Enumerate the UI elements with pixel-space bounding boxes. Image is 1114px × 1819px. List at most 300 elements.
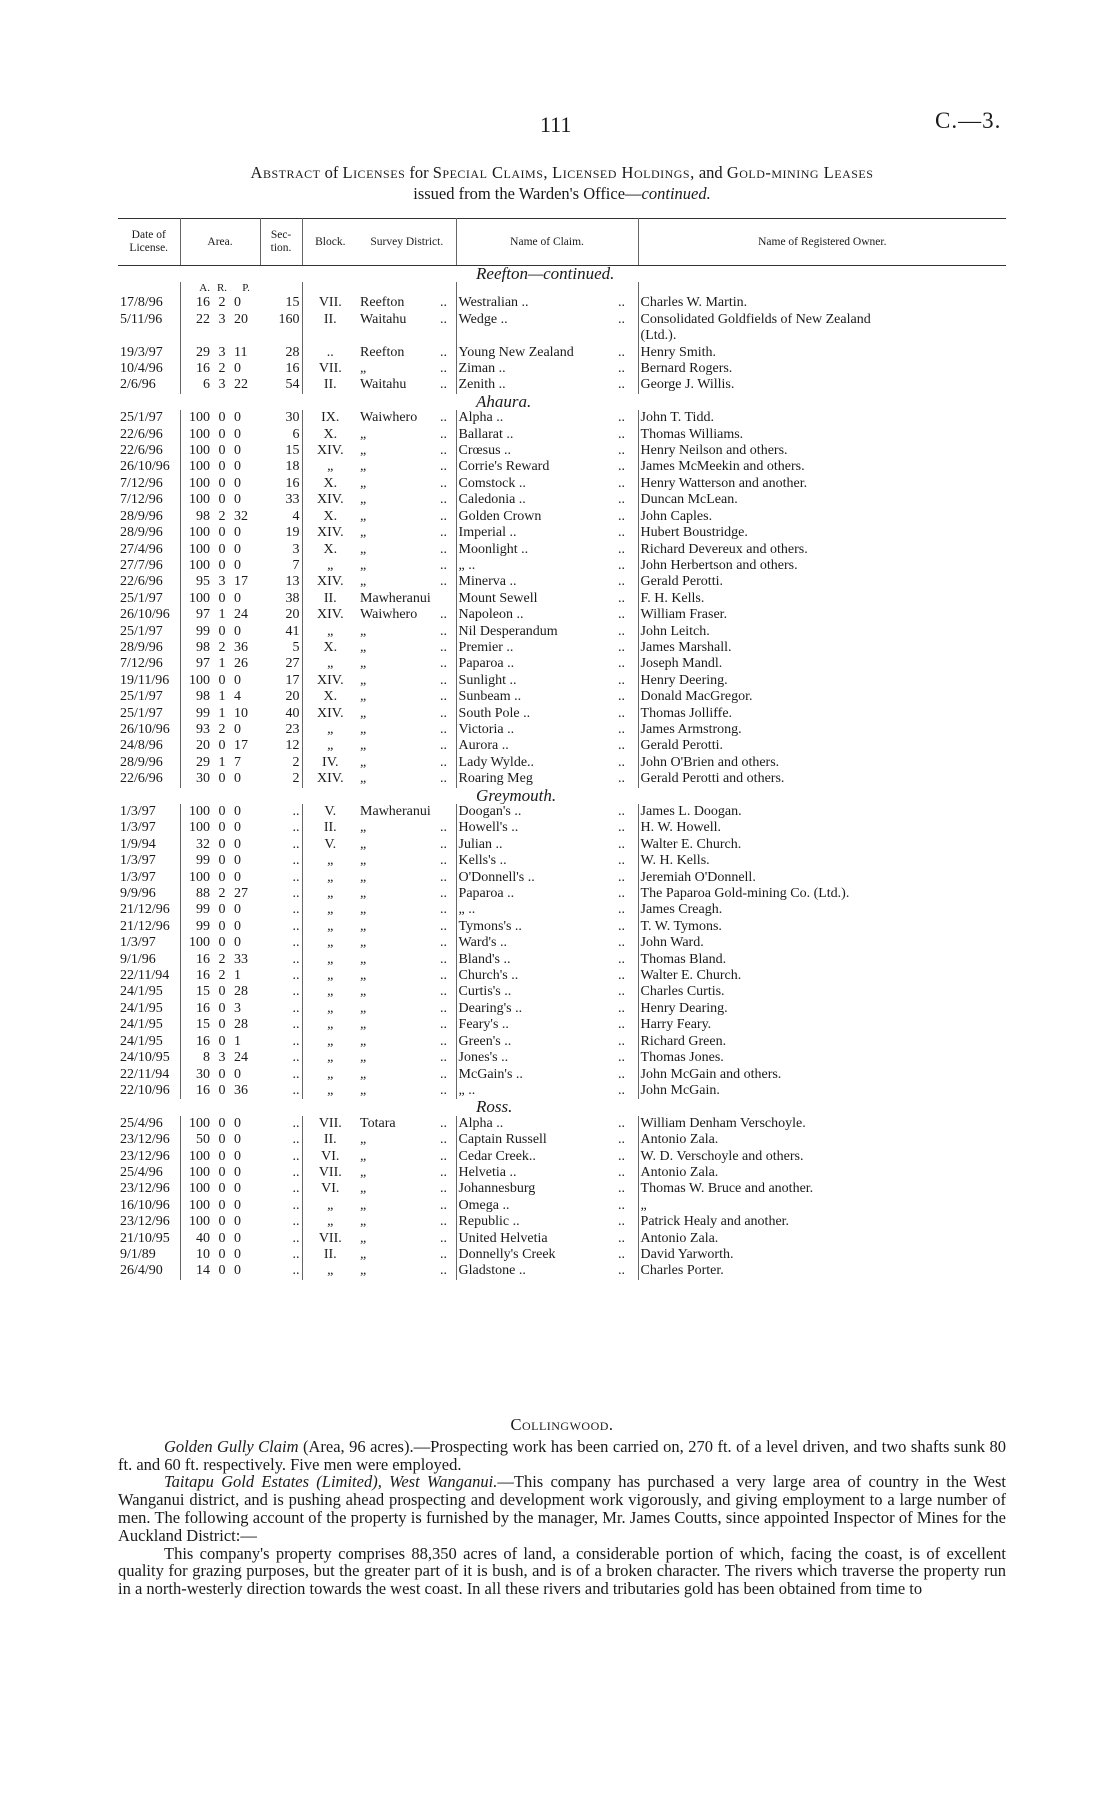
cell-section: 33 — [260, 492, 302, 508]
cell-date: 1/3/97 — [118, 870, 180, 886]
cell-roods: 0 — [218, 459, 226, 475]
table-row — [118, 1165, 1006, 1181]
cell-acres: 97 — [196, 656, 210, 672]
cell-section: .. — [260, 804, 302, 820]
table-row — [118, 624, 1006, 640]
cell-date: 10/4/96 — [118, 361, 180, 377]
cell-roods: 0 — [218, 853, 226, 869]
cell-acres: 22 — [196, 311, 210, 327]
cell-leader: .. — [616, 1165, 638, 1181]
cell-owner: William Denham Verschoyle. — [640, 1115, 806, 1131]
cell-roods: 0 — [218, 426, 226, 442]
title-word: and — [698, 163, 723, 182]
cell-roods: 0 — [218, 836, 226, 852]
cell-owner: Thomas W. Bruce and another. — [640, 1181, 814, 1197]
cell-claim: Green's .. — [458, 1033, 512, 1049]
cell-block: „ — [327, 869, 334, 885]
claim-name: Golden Gully Claim — [164, 1436, 299, 1456]
cell-acres: 99 — [196, 705, 210, 721]
cell-block: X. — [323, 426, 338, 442]
cell-date: 19/3/97 — [118, 345, 180, 361]
cell-perches: 0 — [234, 804, 241, 819]
cell-perches: 0 — [234, 590, 241, 606]
company-name: Taitapu Gold Estates (Limited), West Wanganui. — [164, 1472, 498, 1492]
cell-roods: 0 — [218, 1214, 226, 1230]
cell-claim: Roaring Meg — [458, 771, 533, 787]
cell-date: 23/12/96 — [118, 1214, 180, 1230]
cell-section: .. — [260, 984, 302, 1000]
cell-block: IV. — [322, 754, 339, 770]
cell-claim: Wedge .. — [458, 311, 508, 327]
title-word: Gold-mining Leases — [726, 163, 874, 182]
cell-owner: Bernard Rogers. — [640, 361, 733, 377]
cell-roods: 0 — [218, 984, 226, 1000]
cell-claim: Moonlight .. — [458, 541, 529, 557]
spacer — [616, 282, 638, 295]
cell-date: 22/10/96 — [118, 1083, 180, 1099]
spacer — [638, 282, 1006, 295]
cell-section: .. — [260, 952, 302, 968]
cell-perches: 0 — [234, 935, 241, 951]
cell-leader: .. — [438, 853, 456, 869]
area-unit-label: R. — [216, 282, 228, 295]
cell-leader: .. — [438, 722, 456, 738]
cell-claim: Ziman .. — [458, 361, 506, 377]
table-row — [118, 361, 1006, 377]
title-word: for — [409, 163, 429, 182]
cell-owner: John Caples. — [640, 508, 713, 524]
cell-roods: 0 — [218, 1082, 226, 1098]
cell-owner: John Herbertson and others. — [640, 557, 798, 573]
cell-district: Mawheranui — [360, 804, 431, 819]
cell-owner: (Ltd.). — [640, 328, 677, 344]
cell-owner: Thomas Bland. — [640, 951, 727, 967]
cell-owner: Henry Watterson and another. — [640, 475, 808, 491]
cell-block: II. — [323, 820, 337, 836]
table-row — [118, 377, 1006, 393]
cell-roods: 0 — [218, 1033, 226, 1049]
cell-acres: 14 — [196, 1263, 210, 1279]
cell-date: 28/9/96 — [118, 755, 180, 771]
cell-date: 28/9/96 — [118, 509, 180, 525]
cell-claim: Alpha .. — [458, 410, 504, 426]
table-row — [118, 459, 1006, 475]
cell-claim: Church's .. — [458, 968, 519, 984]
cell-block: „ — [327, 557, 334, 573]
cell-district: „ — [360, 1066, 367, 1082]
cell-owner: Thomas Jolliffe. — [640, 705, 733, 721]
section-row — [118, 394, 1006, 410]
cell-district: „ — [360, 1132, 367, 1148]
cell-acres: 100 — [189, 1214, 210, 1230]
cell-perches: 4 — [234, 689, 241, 705]
cell-block: „ — [327, 853, 334, 869]
table-row — [118, 902, 1006, 918]
cell-leader: .. — [438, 870, 456, 886]
cell-district: „ — [360, 475, 367, 491]
cell-leader: .. — [438, 1149, 456, 1165]
cell-section: .. — [260, 1067, 302, 1083]
cell-leader: .. — [616, 509, 638, 525]
cell-roods: 0 — [218, 492, 226, 508]
cell-block: XIV. — [316, 705, 344, 721]
cell-acres: 100 — [189, 410, 210, 426]
cell-section: 15 — [260, 443, 302, 459]
cell-claim: O'Donnell's .. — [458, 869, 535, 885]
cell-leader: .. — [438, 837, 456, 853]
cell-claim: Sunlight .. — [458, 672, 517, 688]
title-word: Abstract — [250, 163, 321, 182]
cell-acres: 29 — [196, 754, 210, 770]
cell-perches: 0 — [234, 1132, 241, 1148]
cell-roods: 2 — [218, 968, 226, 984]
cell-leader: .. — [616, 689, 638, 705]
cell-leader: .. — [616, 656, 638, 672]
cell-leader: .. — [438, 820, 456, 836]
cell-perches: 0 — [234, 1148, 241, 1164]
cell-perches: 7 — [234, 754, 241, 770]
cell-perches: 0 — [234, 1214, 241, 1230]
cell-acres: 100 — [189, 492, 210, 508]
cell-leader: .. — [438, 295, 456, 311]
cell-roods: 3 — [218, 311, 226, 327]
table-row — [118, 1231, 1006, 1247]
cell-roods: 0 — [218, 1181, 226, 1197]
table-row — [118, 1116, 1006, 1132]
cell-block: XIV. — [316, 771, 344, 787]
cell-owner: John Leitch. — [640, 623, 710, 639]
cell-section: .. — [260, 1231, 302, 1247]
cell-section: .. — [260, 1132, 302, 1148]
cell-acres: 30 — [196, 771, 210, 787]
cell-district: Reefton — [360, 344, 405, 360]
cell-acres: 16 — [196, 1082, 210, 1098]
cell-owner: Henry Neilson and others. — [640, 443, 788, 459]
section-heading: Reefton—continued. — [476, 265, 615, 283]
cell-date: 9/1/89 — [118, 1247, 180, 1263]
cell-leader: .. — [616, 624, 638, 640]
cell-leader: .. — [616, 361, 638, 377]
cell-district: Totara — [360, 1115, 396, 1131]
cell-acres: 20 — [196, 738, 210, 754]
spacer — [302, 282, 358, 295]
cell-claim: Minerva .. — [458, 574, 517, 590]
area-unit-label: A. — [199, 282, 210, 295]
cell-roods: 2 — [218, 721, 226, 737]
header-claim-name: Name of Claim. — [456, 219, 638, 266]
cell-owner: Charles Curtis. — [640, 984, 725, 1000]
cell-perches: 0 — [234, 361, 241, 377]
cell-leader: .. — [438, 935, 456, 951]
cell-leader: .. — [616, 755, 638, 771]
title-word: Licenses — [342, 163, 406, 182]
cell-section: 40 — [260, 706, 302, 722]
cell-owner: F. H. Kells. — [640, 590, 705, 606]
section-row — [118, 1099, 1006, 1115]
cell-leader: .. — [616, 771, 638, 787]
cell-block: II. — [323, 377, 337, 393]
table-row — [118, 443, 1006, 459]
cell-owner: Thomas Williams. — [640, 426, 744, 442]
cell-perches: 0 — [234, 295, 241, 311]
cell-perches: 28 — [234, 984, 248, 1000]
spacer — [118, 394, 456, 410]
cell-district: „ — [360, 1230, 367, 1246]
cell-claim: Mount Sewell — [458, 590, 538, 606]
cell-owner: Gerald Perotti and others. — [640, 771, 785, 787]
cell-block: „ — [327, 1066, 334, 1082]
cell-claim: Premier .. — [458, 639, 514, 655]
table-row — [118, 1181, 1006, 1197]
cell-district: „ — [360, 1181, 367, 1197]
table-row — [118, 673, 1006, 689]
cell-section: .. — [260, 1263, 302, 1279]
cell-block: XIV. — [316, 492, 344, 508]
title-word: of — [324, 163, 339, 182]
cell-roods: 0 — [218, 1017, 226, 1033]
cell-leader: .. — [616, 443, 638, 459]
cell-roods: 1 — [218, 607, 226, 623]
cell-leader: .. — [616, 1050, 638, 1066]
table-row — [118, 1034, 1006, 1050]
cell-perches: 1 — [234, 1033, 241, 1049]
cell-date: 22/11/94 — [118, 968, 180, 984]
cell-owner: Henry Smith. — [640, 344, 716, 360]
cell-date: 7/12/96 — [118, 476, 180, 492]
cell-perches: 3 — [234, 1000, 241, 1016]
cell-district: „ — [360, 492, 367, 508]
table-row — [118, 1001, 1006, 1017]
cell-leader: .. — [438, 1083, 456, 1099]
cell-block: VII. — [318, 361, 342, 377]
cell-date: 25/1/97 — [118, 689, 180, 705]
cell-roods: 2 — [218, 886, 226, 902]
cell-roods: 0 — [218, 1115, 226, 1131]
cell-leader: .. — [616, 706, 638, 722]
cell-claim: Alpha .. — [458, 1115, 504, 1131]
cell-roods — [212, 328, 232, 344]
cell-perches: 0 — [234, 1066, 241, 1082]
cell-leader: .. — [616, 542, 638, 558]
cell-leader: .. — [616, 1132, 638, 1148]
cell-perches: 0 — [234, 1230, 241, 1246]
cell-perches: 10 — [234, 705, 248, 721]
cell-date: 7/12/96 — [118, 656, 180, 672]
cell-owner: W. H. Kells. — [640, 853, 710, 869]
cell-district: Reefton — [360, 295, 405, 311]
cell-district: „ — [360, 508, 367, 524]
cell-section: 4 — [260, 509, 302, 525]
spacer — [456, 282, 616, 295]
cell-block: X. — [323, 541, 338, 557]
cell-leader: .. — [616, 312, 638, 328]
cell-roods: 0 — [218, 623, 226, 639]
cell-leader: .. — [616, 952, 638, 968]
cell-claim: Republic .. — [458, 1214, 520, 1230]
cell-block: „ — [327, 1197, 334, 1213]
cell-perches: 24 — [234, 1050, 248, 1066]
cell-leader: .. — [438, 738, 456, 754]
cell-district: „ — [360, 820, 367, 836]
cell-date: 23/12/96 — [118, 1132, 180, 1148]
cell-district: „ — [360, 623, 367, 639]
cell-date: 22/6/96 — [118, 574, 180, 590]
cell-district: Waiwhero — [360, 607, 418, 623]
cell-section: 13 — [260, 574, 302, 590]
cell-roods: 0 — [218, 672, 226, 688]
table-row — [118, 410, 1006, 426]
cell-date: 25/1/97 — [118, 591, 180, 607]
cell-district: „ — [360, 672, 367, 688]
cell-leader: .. — [438, 689, 456, 705]
cell-claim: Doogan's .. — [458, 804, 522, 819]
cell-date: 22/6/96 — [118, 443, 180, 459]
cell-leader: .. — [616, 558, 638, 574]
cell-section: 15 — [260, 295, 302, 311]
cell-leader: .. — [616, 984, 638, 1000]
cell-leader: .. — [438, 1181, 456, 1197]
cell-date: 9/1/96 — [118, 952, 180, 968]
cell-perches: 36 — [234, 1082, 248, 1098]
cell-date: 28/9/96 — [118, 525, 180, 541]
cell-section: 27 — [260, 656, 302, 672]
cell-district: „ — [360, 459, 367, 475]
cell-acres: 100 — [189, 1164, 210, 1180]
paragraph-text: (Area, 96 acres).—Prospecting work has been carried on, 270 ft. of a level driven, and two shafts sunk 80 ft. and 60 ft. respectively. Five men were employed. — [118, 1436, 1006, 1474]
cell-date: 16/10/96 — [118, 1198, 180, 1214]
cell-owner: Walter E. Church. — [640, 968, 742, 984]
cell-perches: 1 — [234, 968, 241, 984]
cell-perches: 0 — [234, 1115, 241, 1131]
cell-leader: .. — [616, 804, 638, 820]
cell-claim: Cedar Creek.. — [458, 1148, 536, 1164]
cell-date: 23/12/96 — [118, 1149, 180, 1165]
cell-claim: Caledonia .. — [458, 492, 526, 508]
cell-district: „ — [360, 886, 367, 902]
cell-acres: 100 — [189, 443, 210, 459]
cell-acres: 98 — [196, 639, 210, 655]
cell-claim: Sunbeam .. — [458, 689, 522, 705]
cell-roods: 0 — [218, 738, 226, 754]
section-heading: Greymouth. — [476, 787, 557, 804]
cell-owner: Antonio Zala. — [640, 1230, 719, 1246]
spacer — [358, 282, 438, 295]
cell-block: X. — [323, 475, 338, 491]
cell-perches: 0 — [234, 426, 241, 442]
licenses-table — [118, 218, 1006, 1280]
cell-date: 24/1/95 — [118, 984, 180, 1000]
cell-block: „ — [327, 1050, 334, 1066]
cell-leader: .. — [616, 870, 638, 886]
cell-owner: „ — [640, 1197, 647, 1213]
cell-claim: Johannesburg — [458, 1181, 536, 1197]
cell-district: „ — [360, 1017, 367, 1033]
cell-leader: .. — [616, 722, 638, 738]
table-row — [118, 853, 1006, 869]
cell-perches: 0 — [234, 459, 241, 475]
cell-date: 26/10/96 — [118, 607, 180, 623]
cell-acres: 15 — [196, 1017, 210, 1033]
cell-acres: 16 — [196, 1033, 210, 1049]
cell-section: 41 — [260, 624, 302, 640]
cell-section: 2 — [260, 771, 302, 787]
cell-roods: 2 — [218, 361, 226, 377]
cell-claim: Gladstone .. — [458, 1263, 526, 1279]
table-row — [118, 1214, 1006, 1230]
cell-claim: Aurora .. — [458, 738, 509, 754]
cell-block: V. — [324, 804, 337, 819]
page-number: 111 — [540, 112, 572, 137]
cell-block: „ — [327, 886, 334, 902]
cell-leader: .. — [438, 919, 456, 935]
cell-leader: .. — [438, 984, 456, 1000]
cell-acres: 100 — [189, 590, 210, 606]
cell-date: 25/1/97 — [118, 624, 180, 640]
section-row — [118, 266, 1006, 283]
header-block: Block. — [302, 219, 358, 266]
title-line2-italic: continued. — [641, 184, 711, 203]
table-row — [118, 312, 1006, 328]
cell-district: Waiwhero — [360, 410, 418, 426]
table-row — [118, 509, 1006, 525]
cell-block: VI. — [321, 1148, 340, 1164]
cell-owner: William Fraser. — [640, 607, 728, 623]
cell-leader: .. — [616, 1181, 638, 1197]
cell-district: „ — [360, 869, 367, 885]
cell-leader: .. — [438, 1001, 456, 1017]
cell-leader: .. — [438, 656, 456, 672]
cell-owner: Henry Deering. — [640, 672, 728, 688]
cell-section: .. — [260, 820, 302, 836]
cell-roods: 2 — [218, 508, 226, 524]
cell-leader: .. — [438, 525, 456, 541]
cell-section: 6 — [260, 427, 302, 443]
cell-district: „ — [360, 656, 367, 672]
cell-date: 5/11/96 — [118, 312, 180, 328]
cell-leader: .. — [438, 607, 456, 623]
table-row — [118, 919, 1006, 935]
cell-leader: .. — [616, 640, 638, 656]
cell-owner: John O'Brien and others. — [640, 754, 780, 770]
cell-owner: James Marshall. — [640, 639, 732, 655]
cell-leader: .. — [438, 574, 456, 590]
cell-perches: 22 — [234, 377, 248, 393]
cell-roods: 0 — [218, 1148, 226, 1164]
cell-perches: 0 — [234, 918, 241, 934]
cell-section: 7 — [260, 558, 302, 574]
cell-perches: 20 — [234, 311, 248, 327]
cell-section: .. — [260, 837, 302, 853]
cell-leader: .. — [616, 837, 638, 853]
cell-district: „ — [360, 902, 367, 918]
cell-block: „ — [327, 984, 334, 1000]
cell-perches: 0 — [234, 525, 241, 541]
cell-claim: Kells's .. — [458, 853, 507, 869]
cell-owner: Charles W. Martin. — [640, 295, 748, 311]
cell-block: XIV. — [316, 574, 344, 590]
cell-acres: 98 — [196, 508, 210, 524]
cell-section: .. — [260, 1050, 302, 1066]
cell-section: 20 — [260, 689, 302, 705]
cell-claim: United Helvetia — [458, 1230, 548, 1246]
cell-roods: 1 — [218, 705, 226, 721]
cell-leader: .. — [438, 542, 456, 558]
cell-claim: Zenith .. — [458, 377, 506, 393]
cell-claim: Comstock .. — [458, 475, 526, 491]
cell-section: .. — [260, 1181, 302, 1197]
cell-owner: Duncan McLean. — [640, 492, 738, 508]
cell-date: 2/6/96 — [118, 377, 180, 393]
